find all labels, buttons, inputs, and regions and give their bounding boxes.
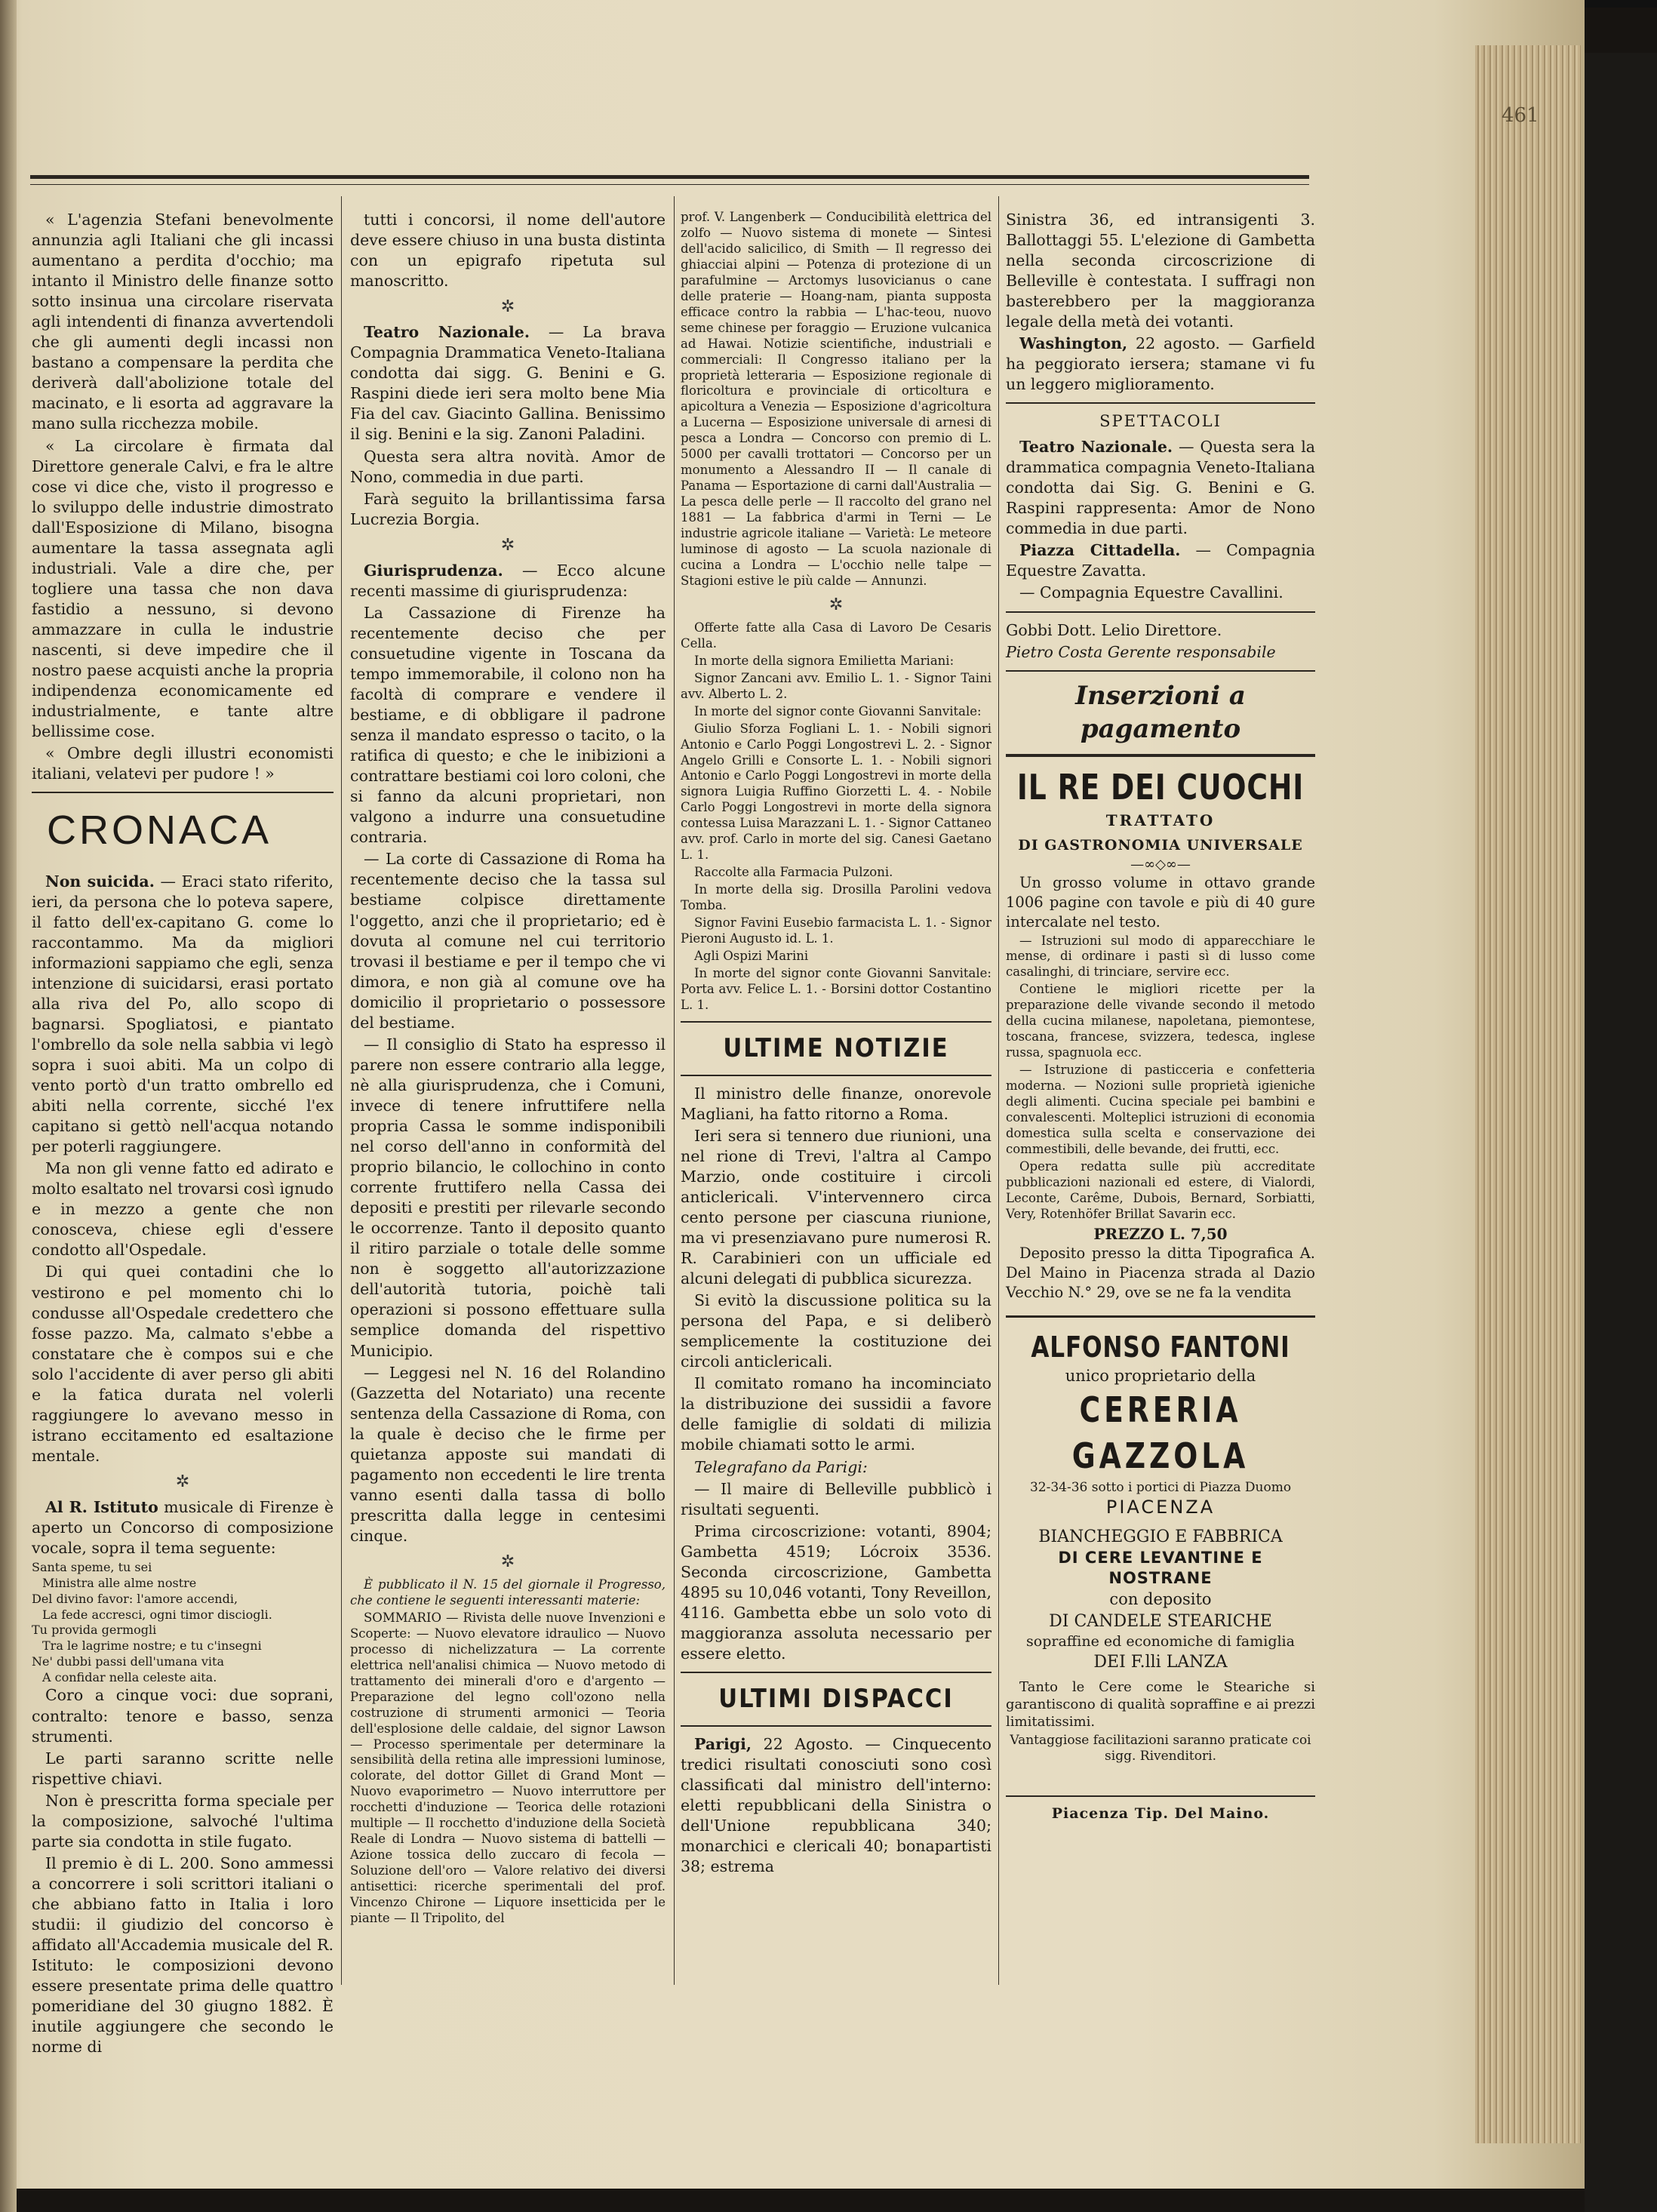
- summary-paragraph: SOMMARIO — Rivista delle nuove Invenzioni e Scoperte: — Nuovo elevatore idraulico — Nuovo processo di nichelizzatura — La corrente elettrica nell'analisi chimica — Nuovo metodo di trattamento dei minerali d'oro e d'argento — Preparazione del legno coll'ozono nella costruzione di strumenti armonici — Teoria dell'esplosione delle caldaie, del signor Lawson — Processo sperimentale per determinare la sensibilità della retina alle impressioni luminose, colorate, del dottor Gillet di Grand Mont — Nuovo evaporimetro — Nuovo interruttore per rocchetti d'induzione — Teorica delle rotazioni multiple — Il rocchetto d'induzione della Società Reale di Londra — Nuovo sistema di battelli — Azione tossica dello zuccaro di fecola — Soluzione dell'oro — Valore relativo dei diversi antisettici: ricerche sperimentali del prof. Vincenzo Chirone — Liquore insetticida per le piante — Il Tripolito, del: [350, 1610, 666, 1926]
- ornament-divider: ✲: [500, 297, 515, 317]
- ad-line: DI CANDELE STEARICHE: [1049, 1611, 1272, 1631]
- news-item: Teatro Nazionale. — La brava Compagnia Drammatica Veneto-Italiana condotta dai sigg. G. Benini e G. Raspini diede ieri sera molto bene Mia Fia del cav. Giacinto Gallina. Benissimo il sig. Benini e la sig. Zanoni Paladini.: [350, 323, 666, 444]
- article-paragraph: Le parti saranno scritte nelle rispettive chiavi.: [32, 1749, 334, 1788]
- ad-subtitle: TRATTATO: [1105, 811, 1216, 830]
- donation-line: Signor Favini Eusebio farmacista L. 1. - Signor Pieroni Augusto id. L. 1.: [681, 915, 991, 946]
- header-rule-thin: [30, 184, 1309, 185]
- book-spine-shadow: [1585, 53, 1657, 2212]
- news-headline: Teatro Nazionale.: [1019, 438, 1173, 457]
- donation-line: Agli Ospizi Marini: [694, 948, 809, 963]
- article-paragraph: Sinistra 36, ed intransigenti 3. Ballottaggi 55. L'elezione di Gambetta nella seconda circoscrizione di Belleville è contestata. I suffragi non basterebbero per la maggioranza legale della metà dei votanti.: [1006, 211, 1315, 331]
- section-rule: [681, 1021, 991, 1023]
- column-2: [350, 210, 666, 1928]
- donation-line: In morte della signora Emilietta Mariani:: [694, 653, 955, 668]
- article-paragraph: Si evitò la discussione politica su la persona del Papa, e si deliberò semplicemente la costituzione dei circoli anticlericali.: [681, 1291, 991, 1371]
- ad-paragraph: — Istruzione di pasticceria e confetteria moderna. — Nozioni sulle proprietà igieniche degli alimenti. Cucina speciale pei bambini e convalescenti. Molteplici istruzioni di economia domestica sulla scelta e conservazione dei commestibili, delle bevande, dei frutti, ecc.: [1006, 1063, 1315, 1156]
- ad-paragraph: Contiene le migliori ricette per la preparazione delle vivande secondo il metodo della cucina milanese, napoletana, piemontese, toscana, francese, svizzera, tedesca, inglese russa, spagnuola ecc.: [1006, 982, 1315, 1060]
- article-paragraph: Il comitato romano ha incominciato la distribuzione dei sussidii a favore delle famiglie di soldati di milizia mobile chiamati sotto le armi.: [681, 1374, 991, 1454]
- column-3: [681, 210, 991, 1878]
- news-item: Piazza Cittadella. — Compagnia Equestre Zavatta.: [1006, 541, 1315, 580]
- section-rule: [681, 1672, 991, 1673]
- ad-line: DI CERE LEVANTINE E NOSTRANE: [1058, 1548, 1263, 1588]
- book-page-edges: [1475, 45, 1581, 2143]
- column-rule-2: [674, 196, 675, 1985]
- section-title-ultime-notizie: ULTIME NOTIZIE: [723, 1032, 949, 1063]
- section-rule: [681, 1725, 991, 1727]
- ornament-divider: ✲: [500, 535, 515, 555]
- manager-line: Pietro Costa Gerente responsabile: [1006, 642, 1276, 661]
- column-rule-3: [998, 196, 999, 1985]
- ad-paragraph: — Istruzioni sul modo di apparecchiare le mense, di ordinare i pasti sì di lusso come casalinghi, di trinciare, servire ecc.: [1006, 933, 1315, 980]
- section-rule: [1006, 754, 1315, 757]
- ad-paragraph: Un grosso volume in ottavo grande 1006 pagine con tavole e più di 40 gure intercalate nel testo.: [1006, 874, 1315, 931]
- ad-line: sopraffine ed economiche di famiglia: [1026, 1632, 1295, 1650]
- news-headline: Giurisprudenza.: [364, 561, 503, 580]
- news-headline: Non suicida.: [45, 872, 155, 891]
- section-title-inserzioni: Inserzioni a pagamento: [1075, 680, 1246, 745]
- ad-paragraph: Opera redatta sulle più accreditate pubblicazioni nazionali ed estere, di Vialordi, Leconte, Carême, Dubois, Bernard, Sorbiatti, Very, Rotenhöfer Brillat Savarin ecc.: [1006, 1158, 1315, 1221]
- article-paragraph: La Cassazione di Firenze ha recentemente deciso che per consuetudine vigente in Toscana da tempo immemorabile, il colono non ha facoltà di comprare e vendere il bestiame, e di obbligare il padrone senza il mandato espresso o tacito, o la ratifica di questo; e che le inibizioni a contrattare bestiami coi loro coloni, che si fanno da alcuni proprietari, non valgono a indurre una consuetudine contraria.: [350, 603, 666, 847]
- poem-line: Ministra alle alme nostre: [42, 1575, 197, 1590]
- section-rule: [32, 792, 334, 793]
- printer-footer: Piacenza Tip. Del Maino.: [1051, 1804, 1270, 1822]
- ad-title-re-dei-cuochi: IL RE DEI CUOCHI: [1016, 767, 1305, 808]
- ornament-divider: ✲: [828, 595, 844, 614]
- news-item: Parigi, 22 Agosto. — Cinquecento tredici risultati conosciuti sono così classificati dal ministro dell'interno: eletti repubblicani della Sinistra o dell'Unione repubblicana 340; monarchici e clericali 40; bonapartisti 38; estrema: [681, 1734, 991, 1876]
- ornament-divider: ✲: [175, 1472, 190, 1491]
- article-paragraph: tutti i concorsi, il nome dell'autore deve essere chiuso in una busta distinta con un epigrafo ripetuta sul manoscritto.: [350, 211, 666, 291]
- poem-line: Tra le lagrime nostre; e tu c'insegni: [42, 1638, 262, 1654]
- ad-title-cereria-gazzola: CERERIA GAZZOLA: [1071, 1389, 1250, 1476]
- section-rule: [1006, 670, 1315, 672]
- article-paragraph: Di qui quei contadini che lo vestirono e pel momento chi lo condusse all'Ospedale credettero che fosse pazzo. Ma, calmato s'ebbe a constatare che è compos sui e che solo l'accidente di aver perso gli abiti e la fatica durata nel volerli raggiungere lo avevano messo in istrano eccitamento ed esaltazione mentale.: [32, 1263, 334, 1465]
- article-paragraph: « Ombre degli illustri economisti italiani, velatevi per pudore ! »: [32, 744, 334, 783]
- article-paragraph: Il ministro delle finanze, onorevole Magliani, ha fatto ritorno a Roma.: [681, 1084, 991, 1123]
- ad-subtitle: DI GASTRONOMIA UNIVERSALE: [1018, 837, 1303, 854]
- ornament-divider: —∞◇∞—: [1130, 856, 1191, 872]
- news-item: Non suicida. — Eraci stato riferito, ieri, da persona che lo poteva sapere, il fatto dell'ex-capitano G. come lo raccontammo. Ma da migliori informazioni sappiamo che egli, senza intenzione di suicidarsi, erasi portato alla riva del Po, allo scopo di bagnarsi. Spogliatosi, e piantato l'ombrello da sole nella sabbia vi legò sopra i suoi abiti. Ma un colpo di vento portò d'un tratto ombrello ed abiti nella corrente, sicché l'ex capitano si gettò nell'acqua notando per poterli raggiungere.: [32, 872, 334, 1156]
- article-paragraph: « La circolare è firmata dal Direttore generale Calvi, e fra le altre cose vi dice che, visto il progresso e lo sviluppo delle industrie dimostrato dall'Esposizione di Milano, bisogna aumentare la tassa assegnata agli industriali. Vale a dire che, per togliere una tassa che non dava fastidio a nessuno, si devono ammazzare in culla le industrie nascenti, si deve impedire che il nostro paese acquisti anche la propria indipendenza economicamente ed industrialmente, e tante altre bellissime cose.: [32, 436, 334, 741]
- article-paragraph: Coro a cinque voci: due soprani, contralto: tenore e basso, senza strumenti.: [32, 1686, 334, 1746]
- section-title-ultimi-dispacci: ULTIMI DISPACCI: [718, 1683, 954, 1714]
- poem-text: [32, 1560, 334, 1685]
- section-title-spettacoli: SPETTACOLI: [1099, 412, 1222, 431]
- ad-paragraph: Tanto le Cere come le Steariche si garantiscono di qualità sopraffine e ai prezzi limitatissimi.: [1006, 1679, 1315, 1730]
- donation-line: Giulio Sforza Fogliani L. 1. - Nobili signori Antonio e Carlo Poggi Longostrevi L. 2. - Signor Angelo Grilli e Consorte L. 1. - Nobili signori Antonio e Carlo Poggi Longostrevi in morte della signora Luigia Ruffino Giorzetti L. 4. - Nobile Carlo Poggi Longostrevi in morte della signora contessa Luisa Marazzani L. 1. - Signor Cattaneo avv. prof. Carlo in morte del sig. Canesi Gaetano L. 1.: [681, 721, 991, 863]
- donation-line: In morte del signor conte Giovanni Sanvitale:: [694, 703, 982, 718]
- article-paragraph: Farà seguito la brillantissima farsa Lucrezia Borgia.: [350, 489, 666, 528]
- ad-paragraph: Vantaggiose facilitazioni saranno praticate coi sigg. Rivenditori.: [1010, 1732, 1311, 1764]
- column-1: [32, 210, 334, 2059]
- column-rule-1: [341, 196, 342, 1985]
- article-paragraph: Telegrafano da Parigi:: [694, 1457, 868, 1476]
- article-paragraph: « L'agenzia Stefani benevolmente annunzia agli Italiani che gli incassi aumentano a perdita d'occhio; ma intanto il Ministro delle finanze sotto sotto insinua una circolare riservata agli intendenti di finanza avvertendoli che gli aumenti degli incassi non bastano a compensare la perdita che deriverà dall'abolizione totale del macinato, e li esorta ad aggravare la mano sulla ricchezza mobile.: [32, 211, 334, 433]
- news-headline: Al R. Istituto: [45, 1497, 158, 1516]
- poem-line: A confidar nella celeste aita.: [42, 1669, 217, 1684]
- article-paragraph: — Leggesi nel N. 16 del Rolandino (Gazzetta del Notariato) una recente sentenza della Cassazione di Roma, con la quale è deciso che le firme per quietanza apposte sui mandati di pagamento non eccedenti le lire trenta vanno esenti dalla tassa di bollo prescritta dalla legge in centesimi cinque.: [350, 1363, 666, 1545]
- section-title-cronaca: CRONACA: [47, 808, 272, 854]
- ad-line: DEI F.lli LANZA: [1093, 1652, 1228, 1672]
- page-number: 461: [1502, 104, 1539, 127]
- section-rule: [1006, 611, 1315, 613]
- ad-price: PREZZO L. 7,50: [1093, 1224, 1228, 1243]
- ad-line: unico proprietario della: [1065, 1367, 1256, 1386]
- article-paragraph: Ieri sera si tennero due riunioni, una nel rione di Trevi, l'altra al Campo Marzio, onde costituire i circoli anticlericali. V'intervennero circa cento persone per ciascuna riunione, ma vi presenziavano pure numerosi R. R. Carabinieri con un ufficiale ed alcuni delegati di pubblica sicurezza.: [681, 1126, 991, 1288]
- poem-line: Del divino favor: l'amore accendi,: [32, 1591, 238, 1606]
- header-rule: [30, 175, 1309, 179]
- donation-line: Signor Zancani avv. Emilio L. 1. - Signor Taini avv. Alberto L. 2.: [681, 670, 991, 701]
- news-headline: Parigi,: [694, 1734, 752, 1753]
- column-4: [1006, 210, 1315, 1823]
- news-headline: Washington,: [1019, 334, 1128, 353]
- news-item: Teatro Nazionale. — Questa sera la drammatica compagnia Veneto-Italiana condotta dai Sig. G. Benini e G. Raspini rappresenta: Amor de Nono commedia in due parti.: [1006, 438, 1315, 538]
- article-paragraph: — Il maire di Belleville pubblicò i risultati seguenti.: [681, 1479, 991, 1518]
- news-item: Giurisprudenza. — Ecco alcune recenti massime di giurisprudenza:: [350, 561, 666, 600]
- summary-paragraph: prof. V. Langenberk — Conducibilità elettrica del zolfo — Nuovo sistema di monete — Sintesi dell'acido salicilico, di Smith — Il regresso dei ghiacciai alpini — Potenza di protezione di un parafulmine — Arctomys lusovicianus o cane delle praterie — Hoang-nam, pianta supposta efficace contro la rabbia — L'hac-teou, nuovo seme chinese per foraggio — Eruzione vulcanica ad Hawai. Notizie scientifiche, industriali e commerciali: Il Congresso italiano per la proprietà letteraria — Esposizione regionale di floricoltura e provinciale di orticoltura e apicoltura a Venezia — Esposizione d'agricoltura a Lucerna — Esposizione universale di arnesi di pesca a Londra — Concorso con premio di L. 5000 per cavalli trottatori — Concorso per un monumento a Alessandro II — Il canale di Panama — Esportazione di carni dall'Australia — La pesca delle perle — Il raccolto del grano nel 1881 — La fabbrica d'armi in Terni — Le industrie agricole italiane — Varietà: Le meteore luminose di agosto — La scuola nazionale di cucina a Londra — L'occhio nelle talpe — Stagioni estive le più calde — Annunzi.: [681, 210, 991, 588]
- poem-line: Ne' dubbi passi dell'umana vita: [32, 1654, 225, 1669]
- article-paragraph: Non è prescritta forma speciale per la composizione, salvoché l'ultima parte sia condotta in stile fugato.: [32, 1791, 334, 1851]
- section-rule: [681, 1075, 991, 1076]
- ad-city: PIACENZA: [1105, 1497, 1216, 1518]
- article-paragraph: Il premio è di L. 200. Sono ammessi a concorrere i soli scrittori italiani o che abbiano fatto in Italia i loro studii: il giudizio del concorso è affidato all'Accademia musicale del R. Istituto: le composizioni devono essere presentate prima delle quattro pomeridiane del 30 giugno 1882. È inutile aggiungere che secondo le norme di: [32, 1854, 334, 2057]
- news-headline: Teatro Nazionale.: [364, 323, 530, 342]
- ornament-divider: ✲: [500, 1552, 515, 1571]
- ad-name-fantoni: ALFONSO FANTONI: [1031, 1331, 1290, 1364]
- news-headline: Piazza Cittadella.: [1019, 541, 1181, 560]
- donation-line: Raccolte alla Farmacia Pulzoni.: [694, 865, 893, 880]
- news-item: Al R. Istituto musicale di Firenze è aperto un Concorso di composizione vocale, sopra il tema seguente:: [32, 1497, 334, 1558]
- director-line: Gobbi Dott. Lelio Direttore.: [1006, 620, 1222, 639]
- article-paragraph: — La corte di Cassazione di Roma ha recentemente deciso che la tassa sul bestiame colpisce direttamente l'oggetto, anzi che il proprietario; ed è dovuta al comune nel cui territorio trovasi il bestiame e per il tempo che vi dimora, e non già al comune ove ha domicilio il proprietario o possessore del bestiame.: [350, 850, 666, 1032]
- ad-line: con deposito: [1109, 1590, 1212, 1609]
- gutter-fold: [0, 0, 17, 2212]
- section-rule: [1006, 1795, 1315, 1797]
- notice-paragraph: È pubblicato il N. 15 del giornale il Progresso, che contiene le seguenti interessanti materie:: [350, 1577, 666, 1607]
- ad-line: 32-34-36 sotto i portici di Piazza Duomo: [1029, 1479, 1292, 1495]
- donation-line: In morte della sig. Drosilla Parolini vedova Tomba.: [681, 882, 991, 913]
- section-rule: [1006, 402, 1315, 404]
- ad-paragraph: Deposito presso la ditta Tipografica A. Del Maino in Piacenza strada al Dazio Vecchio N.° 29, ove se ne fa la vendita: [1006, 1244, 1315, 1301]
- article-paragraph: — Il consiglio di Stato ha espresso il parere non essere contrario alla legge, nè alla giurisprudenza, che i Comuni, invece di tenere infruttifere nella propria Cassa le somme indisponibili nel corso dell'anno in conformità del proprio bilancio, le collochino in conto corrente fruttifero nella Cassa dei depositi e prestiti per rilevarle secondo le occorrenze. Tanto il deposito quanto il ritiro parziale o totale delle somme non è soggetto all'autorizzazione dell'autorità tutoria, poichè tali operazioni si possono effettuare sulla semplice domanda del rispettivo Municipio.: [350, 1035, 666, 1360]
- donation-line: Offerte fatte alla Casa di Lavoro De Cesaris Cella.: [681, 620, 991, 651]
- poem-line: La fede accresci, ogni timor disciogli.: [42, 1607, 272, 1622]
- news-item: Washington, 22 agosto. — Garfield ha peggiorato iersera; stamane vi fu un leggero miglioramento.: [1006, 334, 1315, 394]
- donations-list: [681, 620, 991, 1014]
- article-paragraph: Ma non gli venne fatto ed adirato e molto esaltato nel trovarsi così ignudo e in mezzo a gente che non conosceva, chiese egli d'essere condotto all'Ospedale.: [32, 1159, 334, 1260]
- donation-line: In morte del signor conte Giovanni Sanvitale: Porta avv. Felice L. 1. - Borsini dottor Costantino L. 1.: [681, 965, 991, 1012]
- section-rule: [1006, 1315, 1315, 1318]
- article-paragraph: — Compagnia Equestre Cavallini.: [1019, 583, 1283, 602]
- poem-line: Tu provida germogli: [32, 1623, 157, 1638]
- article-paragraph: Questa sera altra novità. Amor de Nono, commedia in due parti.: [350, 447, 666, 486]
- article-paragraph: Prima circoscrizione: votanti, 8904; Gambetta 4519; Lócroix 3536. Seconda circoscrizione, Gambetta 4895 su 10,046 votanti, Tony Reveillon, 4116. Gambetta ebbe un solo voto di maggioranza assoluta necessario per essere eletto.: [681, 1521, 991, 1663]
- poem-line: Santa speme, tu sei: [32, 1560, 152, 1575]
- ad-line: BIANCHEGGIO E FABBRICA: [1038, 1527, 1283, 1546]
